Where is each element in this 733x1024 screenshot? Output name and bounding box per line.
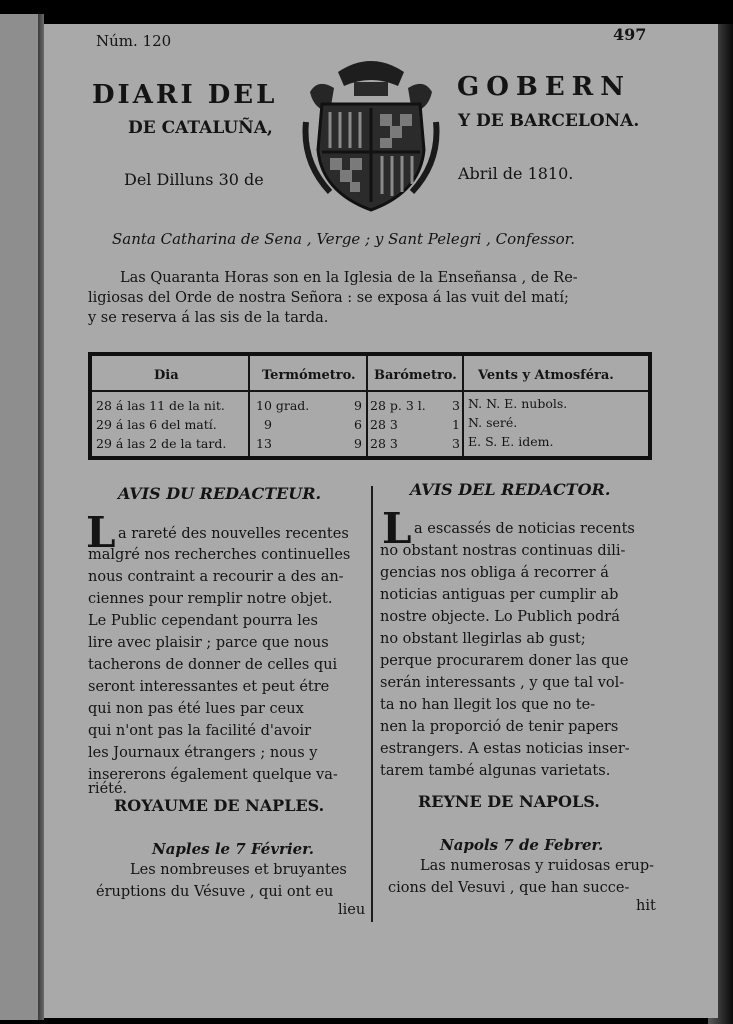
- masthead-subtitle-right: Y DE BARCELONA.: [458, 111, 640, 131]
- table-cell: 6: [354, 417, 362, 432]
- right-column-line: gencias nos obliga á recorrer á: [380, 565, 609, 581]
- table-cell: 1: [452, 417, 460, 432]
- right-column-line: ta no han llegit los que no te-: [380, 697, 596, 713]
- left-column-line: les Journaux étrangers ; nous y: [88, 745, 318, 761]
- masthead-title-right: GOBERN: [457, 72, 632, 102]
- right-column-line: cions del Vesuvi , que han succe-: [388, 880, 630, 896]
- right-column-line: estrangers. A estas noticias inser-: [380, 741, 630, 757]
- left-dateline: Naples le 7 Février.: [152, 840, 314, 858]
- table-cell: 9: [264, 417, 272, 432]
- right-column-line: nen la proporció de tenir papers: [380, 719, 619, 735]
- table-cell: 9: [354, 436, 362, 451]
- table-cell: 29 á las 6 del matí.: [96, 417, 217, 432]
- masthead-title-left: DIARI DEL: [92, 80, 278, 110]
- table-cell: 28 3: [370, 417, 398, 432]
- right-column-line: nostre objecte. Lo Publich podrá: [380, 609, 620, 625]
- right-column-line: perque procurarem doner las que: [380, 653, 629, 669]
- table-cell: 3: [452, 436, 460, 451]
- intro-line: ligiosas del Orde de nostra Señora : se exposa á las vuit del matí;: [88, 290, 569, 306]
- left-column-line: malgré nos recherches continuelles: [88, 547, 351, 563]
- coat-of-arms-emblem: [300, 52, 442, 214]
- left-column-line: tacherons de donner de celles qui: [88, 657, 338, 673]
- table-cell: N. seré.: [468, 415, 518, 430]
- table-cell: 9: [354, 398, 362, 413]
- left-column-line: ciennes pour remplir notre objet.: [88, 591, 333, 607]
- adjacent-page-edge: [0, 14, 40, 1020]
- left-column-line: a rareté des nouvelles recentes: [118, 526, 349, 542]
- right-drop-cap: L: [382, 504, 412, 553]
- table-cell: 28 3: [370, 436, 398, 451]
- left-column-line: éruptions du Vésuve , qui ont eu: [96, 884, 334, 900]
- table-cell: 13: [256, 436, 272, 451]
- saints-of-the-day: Santa Catharina de Sena , Verge ; y Sant Pelegri , Confessor.: [112, 230, 575, 248]
- column-divider: [371, 486, 373, 922]
- left-column-line: qui non pas été lues par ceux: [88, 701, 304, 717]
- right-column-line: noticias antiguas per cumplir ab: [380, 587, 619, 603]
- table-header: Barómetro.: [374, 368, 457, 383]
- table-header: Termómetro.: [262, 368, 356, 383]
- left-column-line: Le Public cependant pourra les: [88, 613, 318, 629]
- right-column-heading: AVIS DEL REDACTOR.: [410, 480, 611, 499]
- right-dateline: Napols 7 de Febrer.: [440, 836, 604, 854]
- table-cell: E. S. E. idem.: [468, 434, 554, 449]
- left-column-line: riété.: [88, 781, 128, 797]
- left-column-heading: AVIS DU REDACTEUR.: [118, 484, 322, 503]
- left-column-line: nous contraint a recourir a des an-: [88, 569, 344, 585]
- left-column-line: qui n'ont pas la facilité d'avoir: [88, 723, 312, 739]
- right-column-line: hit: [636, 898, 656, 914]
- intro-line: y se reserva á las sis de la tarda.: [88, 310, 329, 326]
- intro-line: Las Quaranta Horas son en la Iglesia de la Enseñansa , de Re-: [120, 270, 578, 286]
- left-section-heading: ROYAUME DE NAPLES.: [114, 796, 325, 815]
- right-column-line: no obstant llegirlas ab gust;: [380, 631, 586, 647]
- table-cell: 10 grad.: [256, 398, 310, 413]
- left-column-line: Les nombreuses et bruyantes: [130, 862, 347, 878]
- right-section-heading: REYNE DE NAPOLS.: [418, 792, 600, 811]
- right-column-line: serán interessants , y que tal vol-: [380, 675, 625, 691]
- left-column-line: lieu: [338, 902, 366, 918]
- issue-number: Núm. 120: [96, 32, 172, 50]
- masthead-subtitle-left: DE CATALUÑA,: [128, 118, 273, 138]
- right-column-line: Las numerosas y ruidosas erup-: [420, 858, 655, 874]
- right-column-line: a escassés de noticias recents: [414, 521, 635, 537]
- table-cell: 28 p. 3 l.: [370, 398, 426, 413]
- table-header: Vents y Atmosféra.: [478, 368, 614, 383]
- right-column-line: tarem també algunas varietats.: [380, 763, 611, 779]
- table-header: Dia: [154, 368, 179, 383]
- left-column-line: lire avec plaisir ; parce que nous: [88, 635, 329, 651]
- left-column-line: seront interessantes et peut étre: [88, 679, 330, 695]
- left-drop-cap: L: [86, 508, 116, 557]
- issue-date-left: Del Dilluns 30 de: [124, 170, 264, 189]
- issue-date-right: Abril de 1810.: [458, 164, 574, 183]
- page-number: 497: [613, 25, 647, 44]
- table-cell: 29 á las 2 de la tard.: [96, 436, 227, 451]
- weather-table: [88, 352, 652, 460]
- right-column-line: no obstant nostras continuas dili-: [380, 543, 626, 559]
- table-cell: N. N. E. nubols.: [468, 396, 568, 411]
- table-cell: 28 á las 11 de la nit.: [96, 398, 225, 413]
- newspaper-page: [44, 24, 718, 1018]
- left-column-line: insererons également quelque va-: [88, 767, 338, 783]
- table-cell: 3: [452, 398, 460, 413]
